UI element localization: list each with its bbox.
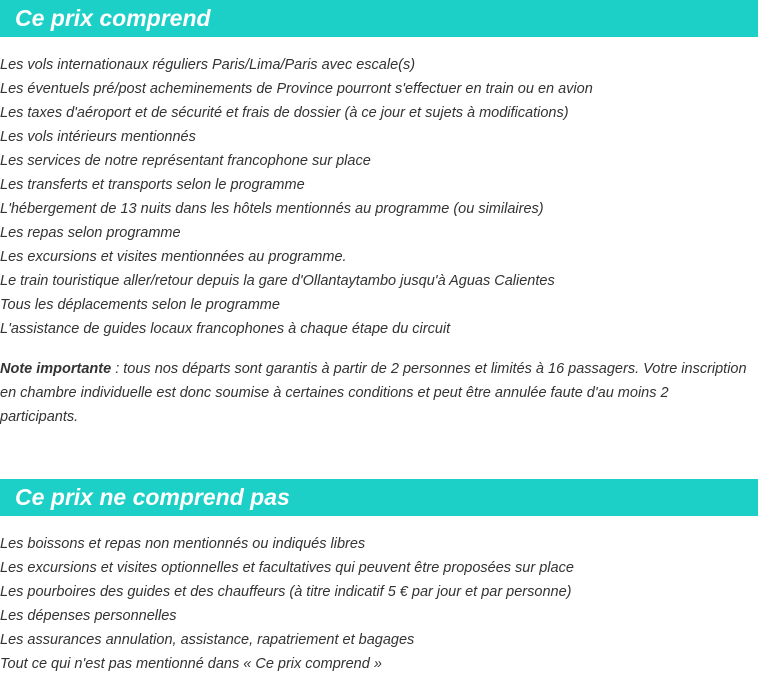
- important-note: [0, 357, 758, 429]
- included-item: Les vols internationaux réguliers Paris/Lima/Paris avec escale(s): [0, 57, 416, 73]
- excluded-item: Les boissons et repas non mentionnés ou indiqués libres: [0, 536, 366, 552]
- excluded-item: Les assurances annulation, assistance, rapatriement et bagages: [0, 632, 415, 648]
- excluded-items-list: [0, 532, 758, 676]
- included-item: Les services de notre représentant francophone sur place: [0, 153, 371, 169]
- included-item: Les transferts et transports selon le programme: [0, 177, 305, 193]
- excluded-item: Les dépenses personnelles: [0, 608, 177, 624]
- included-section-title: Ce prix comprend: [15, 5, 211, 31]
- included-item: Les excursions et visites mentionnées au programme.: [0, 249, 347, 265]
- included-item: L'hébergement de 13 nuits dans les hôtels mentionnés au programme (ou similaires): [0, 201, 544, 217]
- included-item: Tous les déplacements selon le programme: [0, 297, 280, 313]
- included-item: Le train touristique aller/retour depuis la gare d'Ollantaytambo jusqu'à Aguas Calientes: [0, 273, 555, 289]
- excluded-item: Les excursions et visites optionnelles et facultatives qui peuvent être proposées sur place: [0, 560, 574, 576]
- important-note-text: : tous nos départs sont garantis à partir de 2 personnes et limités à 16 passagers. Votre inscription en chambre individuelle est donc soumise à certaines conditions et peut être annulée faute d'au moins 2 participants.: [0, 361, 747, 425]
- included-item: Les taxes d'aéroport et de sécurité et frais de dossier (à ce jour et sujets à modifications): [0, 105, 569, 121]
- excluded-item: Tout ce qui n'est pas mentionné dans « Ce prix comprend »: [0, 656, 382, 672]
- important-note-label: Note importante: [0, 361, 112, 377]
- included-item: Les repas selon programme: [0, 225, 181, 241]
- excluded-section-header: [0, 479, 758, 516]
- included-item: L'assistance de guides locaux francophones à chaque étape du circuit: [0, 321, 451, 337]
- included-section-header: [0, 0, 758, 37]
- excluded-section-title: Ce prix ne comprend pas: [15, 484, 290, 510]
- included-items-list: [0, 53, 758, 341]
- included-item: Les éventuels pré/post acheminements de Province pourront s'effectuer en train ou en avion: [0, 81, 593, 97]
- excluded-item: Les pourboires des guides et des chauffeurs (à titre indicatif 5 € par jour et par personne): [0, 584, 572, 600]
- included-item: Les vols intérieurs mentionnés: [0, 129, 196, 145]
